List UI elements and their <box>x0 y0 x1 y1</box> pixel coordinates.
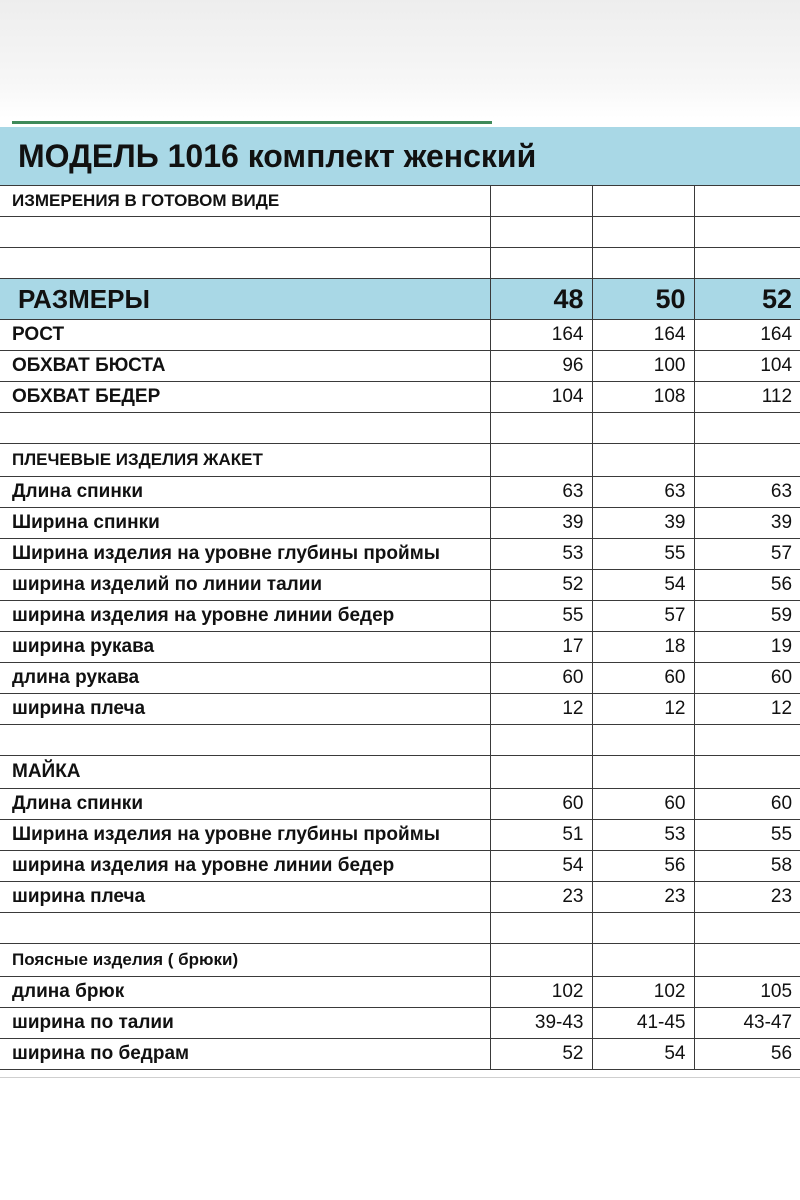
value-cell-size-50[interactable]: 100 <box>592 351 694 382</box>
value-cell-size-50[interactable]: 60 <box>592 663 694 694</box>
spacer <box>0 913 800 977</box>
row-label[interactable]: ширина изделий по линии талии <box>0 570 490 601</box>
title-row <box>0 127 800 186</box>
value-cell-size-48[interactable]: 52 <box>490 1039 592 1070</box>
tank-top-heading[interactable]: МАЙКА <box>0 756 490 789</box>
cell[interactable] <box>592 944 694 977</box>
table-row <box>0 477 800 508</box>
row-label[interactable]: ОБХВАТ БЕДЕР <box>0 382 490 413</box>
row-label[interactable]: ширина плеча <box>0 694 490 725</box>
cell[interactable] <box>694 756 800 789</box>
value-cell-size-48[interactable]: 23 <box>490 882 592 913</box>
section-heading-row <box>0 756 800 789</box>
value-cell-size-50[interactable]: 54 <box>592 570 694 601</box>
table-row <box>0 632 800 663</box>
row-label[interactable]: ширина изделия на уровне линии бедер <box>0 851 490 882</box>
value-cell-size-48[interactable]: 55 <box>490 601 592 632</box>
value-cell-size-52[interactable]: 43-47 <box>694 1008 800 1039</box>
row-label[interactable]: Ширина изделия на уровне глубины проймы <box>0 820 490 851</box>
cell[interactable] <box>0 725 490 756</box>
table-row <box>0 1008 800 1039</box>
cell[interactable] <box>592 725 694 756</box>
value-cell-size-52[interactable]: 60 <box>694 789 800 820</box>
cell[interactable] <box>592 913 694 944</box>
cell[interactable] <box>490 444 592 477</box>
table-row <box>0 508 800 539</box>
table-row <box>0 789 800 820</box>
measurement-table <box>0 127 800 1070</box>
subtitle-cell[interactable]: ИЗМЕРЕНИЯ В ГОТОВОМ ВИДЕ <box>0 186 490 217</box>
value-cell-size-50[interactable]: 54 <box>592 1039 694 1070</box>
value-cell-size-52[interactable]: 105 <box>694 977 800 1008</box>
cell[interactable] <box>490 248 592 279</box>
value-cell-size-48[interactable]: 17 <box>490 632 592 663</box>
body-measurements <box>0 320 800 413</box>
cell[interactable] <box>490 413 592 444</box>
value-cell-size-50[interactable]: 57 <box>592 601 694 632</box>
table-row <box>0 601 800 632</box>
cell[interactable] <box>490 944 592 977</box>
value-cell-size-52[interactable]: 55 <box>694 820 800 851</box>
sizes-row <box>0 279 800 320</box>
subtitle-row <box>0 186 800 217</box>
row-label[interactable]: Ширина изделия на уровне глубины проймы <box>0 539 490 570</box>
value-cell-size-48[interactable]: 60 <box>490 789 592 820</box>
cell[interactable] <box>592 248 694 279</box>
value-cell-size-52[interactable]: 112 <box>694 382 800 413</box>
value-cell-size-52[interactable]: 104 <box>694 351 800 382</box>
value-cell-size-50[interactable]: 53 <box>592 820 694 851</box>
table-row <box>0 977 800 1008</box>
blank-row <box>0 248 800 279</box>
table-row <box>0 663 800 694</box>
row-label[interactable]: ширина изделия на уровне линии бедер <box>0 601 490 632</box>
value-cell-size-48[interactable]: 39-43 <box>490 1008 592 1039</box>
size-52[interactable]: 52 <box>694 279 800 320</box>
blank-row <box>0 217 800 248</box>
cell[interactable] <box>694 913 800 944</box>
cell[interactable] <box>592 444 694 477</box>
blank-row <box>0 913 800 944</box>
row-label[interactable]: Длина спинки <box>0 789 490 820</box>
blurred-background <box>0 0 800 118</box>
table-row <box>0 382 800 413</box>
cell[interactable] <box>592 756 694 789</box>
jacket-heading[interactable]: ПЛЕЧЕВЫЕ ИЗДЕЛИЯ ЖАКЕТ <box>0 444 490 477</box>
value-cell-size-48[interactable]: 96 <box>490 351 592 382</box>
value-cell-size-48[interactable]: 51 <box>490 820 592 851</box>
value-cell-size-52[interactable]: 23 <box>694 882 800 913</box>
row-label[interactable]: ОБХВАТ БЮСТА <box>0 351 490 382</box>
value-cell-size-50[interactable]: 60 <box>592 789 694 820</box>
value-cell-size-52[interactable]: 60 <box>694 663 800 694</box>
value-cell-size-52[interactable]: 63 <box>694 477 800 508</box>
table-row <box>0 539 800 570</box>
value-cell-size-50[interactable]: 18 <box>592 632 694 663</box>
cell[interactable] <box>592 413 694 444</box>
value-cell-size-52[interactable]: 39 <box>694 508 800 539</box>
value-cell-size-52[interactable]: 57 <box>694 539 800 570</box>
value-cell-size-52[interactable]: 12 <box>694 694 800 725</box>
cell[interactable] <box>694 413 800 444</box>
table-row <box>0 320 800 351</box>
row-label[interactable]: ширина по талии <box>0 1008 490 1039</box>
cell[interactable] <box>592 186 694 217</box>
table-row <box>0 570 800 601</box>
value-cell-size-52[interactable]: 164 <box>694 320 800 351</box>
row-label[interactable]: РОСТ <box>0 320 490 351</box>
value-cell-size-48[interactable]: 63 <box>490 477 592 508</box>
table-row <box>0 882 800 913</box>
value-cell-size-48[interactable]: 104 <box>490 382 592 413</box>
row-label[interactable]: ширина плеча <box>0 882 490 913</box>
table-row <box>0 1039 800 1070</box>
value-cell-size-52[interactable]: 19 <box>694 632 800 663</box>
size-48[interactable]: 48 <box>490 279 592 320</box>
cell[interactable] <box>694 186 800 217</box>
cell[interactable] <box>592 217 694 248</box>
value-cell-size-50[interactable]: 41-45 <box>592 1008 694 1039</box>
value-cell-size-48[interactable]: 60 <box>490 663 592 694</box>
cell[interactable] <box>0 248 490 279</box>
spacer <box>0 413 800 477</box>
sizes-label[interactable]: РАЗМЕРЫ <box>0 279 490 320</box>
cell[interactable] <box>694 217 800 248</box>
value-cell-size-48[interactable]: 12 <box>490 694 592 725</box>
cell[interactable] <box>490 186 592 217</box>
cell[interactable] <box>694 944 800 977</box>
value-cell-size-50[interactable]: 102 <box>592 977 694 1008</box>
cell[interactable] <box>0 217 490 248</box>
value-cell-size-48[interactable]: 53 <box>490 539 592 570</box>
value-cell-size-48[interactable]: 52 <box>490 570 592 601</box>
section-heading-row <box>0 444 800 477</box>
tank-top-measurements <box>0 789 800 913</box>
value-cell-size-50[interactable]: 55 <box>592 539 694 570</box>
size-50[interactable]: 50 <box>592 279 694 320</box>
value-cell-size-48[interactable]: 54 <box>490 851 592 882</box>
value-cell-size-50[interactable]: 108 <box>592 382 694 413</box>
sheet-title[interactable]: МОДЕЛЬ 1016 комплект женский <box>0 127 800 186</box>
value-cell-size-52[interactable]: 59 <box>694 601 800 632</box>
value-cell-size-52[interactable]: 56 <box>694 570 800 601</box>
blank-row <box>0 413 800 444</box>
value-cell-size-52[interactable]: 56 <box>694 1039 800 1070</box>
cell[interactable] <box>694 725 800 756</box>
spreadsheet <box>0 127 800 1070</box>
sheet-bottom-edge <box>0 1077 800 1078</box>
cell[interactable] <box>490 725 592 756</box>
row-label[interactable]: длина брюк <box>0 977 490 1008</box>
cell[interactable] <box>0 913 490 944</box>
value-cell-size-50[interactable]: 63 <box>592 477 694 508</box>
trousers-measurements <box>0 977 800 1070</box>
cell[interactable] <box>490 913 592 944</box>
value-cell-size-52[interactable]: 58 <box>694 851 800 882</box>
row-label[interactable]: Ширина спинки <box>0 508 490 539</box>
row-label[interactable]: ширина по бедрам <box>0 1039 490 1070</box>
section-heading-row <box>0 944 800 977</box>
value-cell-size-48[interactable]: 164 <box>490 320 592 351</box>
active-cell-indicator <box>12 121 492 124</box>
table-row <box>0 820 800 851</box>
trousers-heading[interactable]: Поясные изделия ( брюки) <box>0 944 490 977</box>
table-row <box>0 694 800 725</box>
cell[interactable] <box>0 413 490 444</box>
jacket-measurements <box>0 477 800 725</box>
spacer <box>0 725 800 789</box>
value-cell-size-50[interactable]: 56 <box>592 851 694 882</box>
row-label[interactable]: длина рукава <box>0 663 490 694</box>
row-label[interactable]: ширина рукава <box>0 632 490 663</box>
value-cell-size-50[interactable]: 164 <box>592 320 694 351</box>
table-row <box>0 351 800 382</box>
row-label[interactable]: Длина спинки <box>0 477 490 508</box>
value-cell-size-48[interactable]: 102 <box>490 977 592 1008</box>
value-cell-size-48[interactable]: 39 <box>490 508 592 539</box>
value-cell-size-50[interactable]: 39 <box>592 508 694 539</box>
cell[interactable] <box>490 756 592 789</box>
value-cell-size-50[interactable]: 23 <box>592 882 694 913</box>
cell[interactable] <box>490 217 592 248</box>
value-cell-size-50[interactable]: 12 <box>592 694 694 725</box>
table-row <box>0 851 800 882</box>
cell[interactable] <box>694 248 800 279</box>
blank-row <box>0 725 800 756</box>
cell[interactable] <box>694 444 800 477</box>
